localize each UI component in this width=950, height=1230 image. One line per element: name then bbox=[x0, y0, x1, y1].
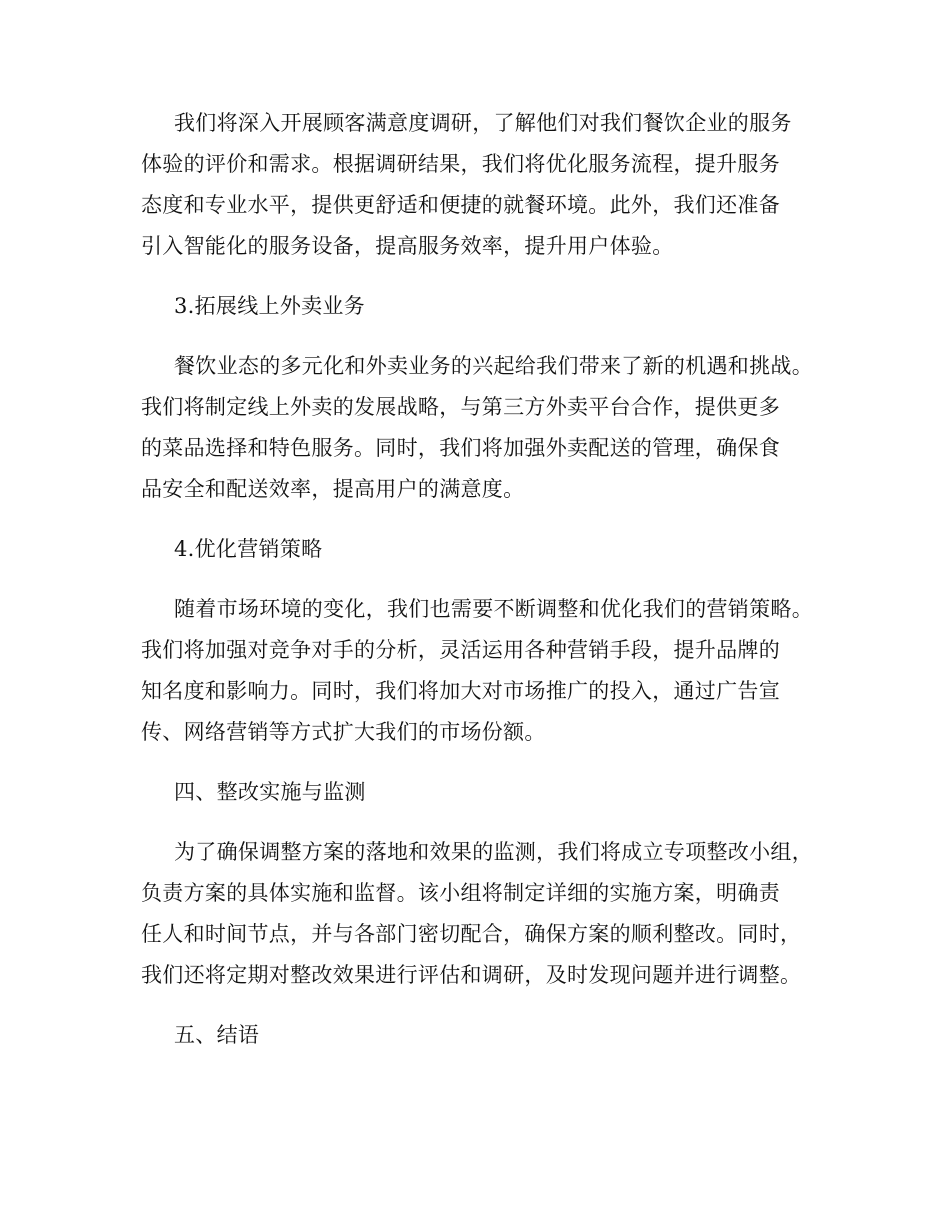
paragraph-1-line-1: 我们将深入开展顾客满意度调研，了解他们对我们餐饮企业的服务 bbox=[174, 111, 792, 135]
section-heading-3: 3.拓展线上外卖业务 bbox=[174, 294, 366, 318]
section-heading-conclusion: 五、结语 bbox=[174, 1023, 260, 1047]
section-heading-4: 4.优化营销策略 bbox=[174, 537, 323, 561]
paragraph-2-line-3: 的菜品选择和特色服务。同时，我们将加强外卖配送的管理，确保食 bbox=[141, 436, 780, 460]
paragraph-4-line-2: 负责方案的具体实施和监督。该小组将制定详细的实施方案，明确责 bbox=[141, 881, 780, 905]
paragraph-1-line-3: 态度和专业水平，提供更舒适和便捷的就餐环境。此外，我们还准备 bbox=[141, 193, 780, 217]
paragraph-2-line-2: 我们将制定线上外卖的发展战略，与第三方外卖平台合作，提供更多 bbox=[141, 395, 780, 419]
paragraph-4-line-3: 任人和时间节点，并与各部门密切配合，确保方案的顺利整改。同时， bbox=[141, 922, 802, 946]
paragraph-2-line-4: 品安全和配送效率，提高用户的满意度。 bbox=[141, 477, 525, 501]
paragraph-4-line-1: 为了确保调整方案的落地和效果的监测，我们将成立专项整改小组， bbox=[174, 840, 813, 864]
paragraph-3-line-4: 传、网络营销等方式扩大我们的市场份额。 bbox=[141, 720, 546, 744]
paragraph-3-line-3: 知名度和影响力。同时，我们将加大对市场推广的投入，通过广告宣 bbox=[141, 679, 780, 703]
paragraph-3-line-1: 随着市场环境的变化，我们也需要不断调整和优化我们的营销策略。 bbox=[174, 597, 813, 621]
section-heading-implementation: 四、整改实施与监测 bbox=[174, 780, 366, 804]
paragraph-3-line-2: 我们将加强对竞争对手的分析，灵活运用各种营销手段，提升品牌的 bbox=[141, 638, 780, 662]
paragraph-1-line-2: 体验的评价和需求。根据调研结果，我们将优化服务流程，提升服务 bbox=[141, 152, 780, 176]
paragraph-2-line-1: 餐饮业态的多元化和外卖业务的兴起给我们带来了新的机遇和挑战。 bbox=[174, 354, 813, 378]
paragraph-1-line-4: 引入智能化的服务设备，提高服务效率，提升用户体验。 bbox=[141, 234, 674, 258]
paragraph-4-line-4: 我们还将定期对整改效果进行评估和调研，及时发现问题并进行调整。 bbox=[141, 963, 802, 987]
